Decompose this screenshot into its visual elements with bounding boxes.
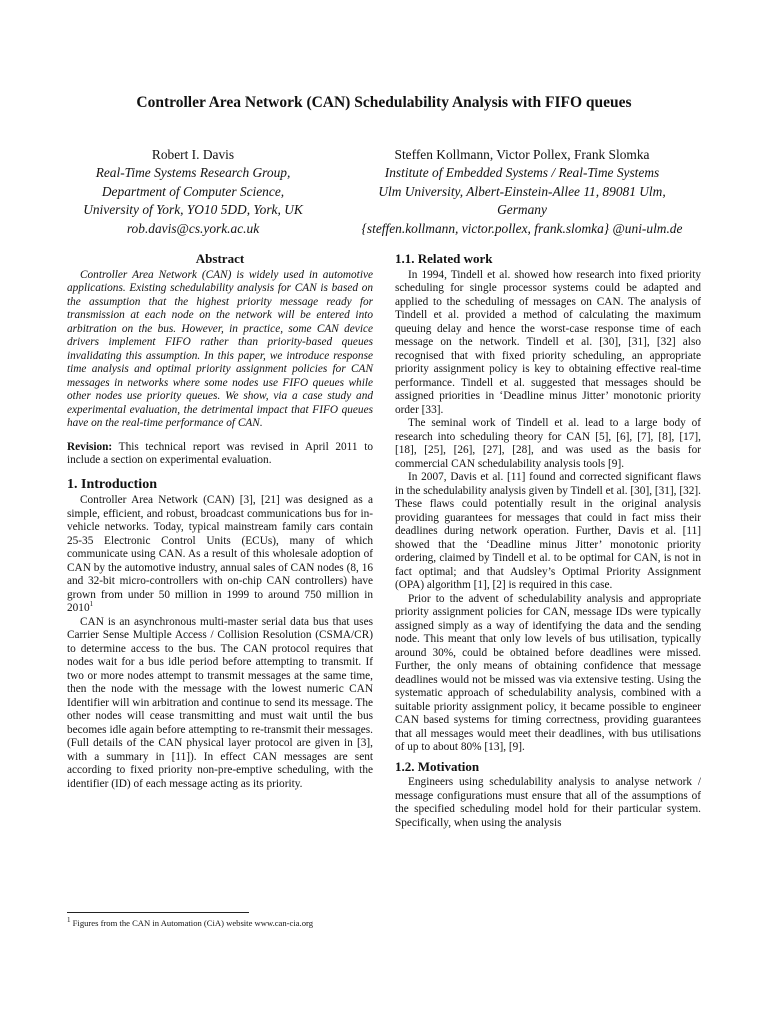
author-block-ulm xyxy=(334,146,710,238)
revision-label: Revision: xyxy=(67,440,113,453)
revision-note xyxy=(67,441,373,468)
section-heading-introduction: 1. Introduction xyxy=(67,476,157,492)
paper-title: Controller Area Network (CAN) Schedulability Analysis with FIFO queues xyxy=(136,94,632,111)
author-email: {steffen.kollmann, victor.pollex, frank.slomka} @uni-ulm.de xyxy=(361,220,683,236)
section-heading-related-work: 1.1. Related work xyxy=(395,251,493,266)
author-affiliation-line: Institute of Embedded Systems / Real-Time Systems xyxy=(384,165,660,181)
right-column xyxy=(395,252,701,830)
author-affiliation-line: Department of Computer Science, xyxy=(101,183,285,199)
section-heading-motivation: 1.2. Motivation xyxy=(395,758,480,774)
author-name: Steffen Kollmann, Victor Pollex, Frank Slomka xyxy=(394,147,650,162)
revision-text: This technical report was revised in April 2011 to include a section on experimental evaluation. xyxy=(67,440,373,466)
related-work-paragraph: The seminal work of Tindell et al. lead to a large body of research into scheduling theory for CAN [5], [6], [7], [8], [17], [18], [25], [26], [27], [28], and was used as the basis for commercial CAN schedulability analysis tools [9]. xyxy=(395,417,701,470)
author-affiliation-line: Ulm University, Albert-Einstein-Allee 11, 89081 Ulm, xyxy=(378,183,666,199)
related-work-paragraph: Prior to the advent of schedulability analysis and appropriate priority assignment policies for CAN, message IDs were typically assigned simply as a way of identifying the data and the sending node. This meant that only low levels of bus utilisation, typically around 30%, could be obtained before deadlines were missed. Further, the only means of obtaining confidence that message deadlines would not be missed was via extensive testing. Using the systematic approach of schedulability analysis, combined with a suitable priority assignment policy, it became possible to engineer CAN based systems for timing correctness, providing guarantees that all messages would meet their deadlines, with bus utilisations of up to about 80% [13], [9]. xyxy=(395,592,701,753)
footnote-text: Figures from the CAN in Automation (CiA) website www.can-cia.org xyxy=(70,918,313,928)
intro-paragraph-text: Controller Area Network (CAN) [3], [21] was designed as a simple, efficient, and robust, broadcast communications bus for in-vehicle networks. Today, typical mainstream family cars contain 25-35 Electronic Control Units (ECUs), many of which communicate using CAN. As a result of this wholesale adoption of CAN by the automotive industry, annual sales of CAN nodes (8, 16 and 32-bit micro-controllers with on-chip CAN controllers) have grown from under 50 million in 1999 to around 750 million in 2010 xyxy=(67,494,373,614)
abstract-heading: Abstract xyxy=(195,251,245,266)
author-affiliation-line: University of York, YO10 5DD, York, UK xyxy=(83,202,303,218)
author-affiliation-line: Real-Time Systems Research Group, xyxy=(95,165,291,181)
motivation-paragraph: Engineers using schedulability analysis to analyse network / message configurations must ensure that all of the assumptions of the specified scheduling model hold for their particular system. Specifically, when using the analysis xyxy=(395,776,701,829)
footnote-mark: 1 xyxy=(67,916,71,925)
related-work-paragraph: In 1994, Tindell et al. showed how research into fixed priority scheduling for single processor systems could be adapted and applied to the scheduling of messages on CAN. The analysis of Tindell et al. provided a method of calculating the maximum queuing delay and hence the worst-case response time of each message on the network. Tindell et al. [30], [31], [32] also recognised that with fixed priority scheduling, an appropriate priority assignment policy is key to obtaining effective real-time performance. Tindell et al. suggested that messages should be assigned priorities in ‘Deadline minus Jitter’ monotonic priority order [33]. xyxy=(395,268,701,416)
footnote-marker: 1 xyxy=(89,600,94,609)
intro-paragraph: CAN is an asynchronous multi-master serial data bus that uses Carrier Sense Multiple Access / Collision Resolution (CSMA/CR) to determine access to the bus. The CAN protocol requires that nodes wait for a bus idle period before attempting to transmit. If two or more nodes attempt to transmit messages at the same time, then the node with the message with the lowest numeric CAN Identifier will win arbitration and continue to send its message. The other nodes will cease transmitting and must wait until the bus becomes idle again before attempting to re-transmit their messages. (Full details of the CAN physical layer protocol are given in [3], with a summary in [11]). In effect CAN messages are sent according to fixed priority non-pre-emptive scheduling, with the identifier (ID) of each message acting as its priority. xyxy=(67,615,373,790)
intro-paragraph xyxy=(67,494,373,616)
left-column xyxy=(67,252,373,791)
author-block-davis xyxy=(62,146,324,238)
author-affiliation-line: Germany xyxy=(497,202,547,218)
footnote-divider xyxy=(67,912,249,913)
footnote xyxy=(67,918,367,929)
author-email: rob.davis@cs.york.ac.uk xyxy=(126,220,260,236)
abstract-text: Controller Area Network (CAN) is widely used in automotive applications. Existing schedulability analysis for CAN is based on the assumption that the highest priority message ready for transmission at each node on the network will be entered into arbitration on the bus. However, in practice, some CAN device drivers implement FIFO rather than priority-based queues invalidating this assumption. In this paper, we introduce response time analysis and optimal priority assignment policies for CAN messages in networks where some nodes use FIFO queues while other nodes use priority queues. We show, via a case study and experimental evaluation, the detrimental impact that FIFO queues have on the real-time performance of CAN. xyxy=(67,268,373,429)
author-name: Robert I. Davis xyxy=(151,147,235,162)
related-work-paragraph: In 2007, Davis et al. [11] found and corrected significant flaws in the schedulability analysis given by Tindell et al. [30], [31], [32]. These flaws could potentially result in the original analysis providing guarantees for messages that could in fact miss their deadlines during network operation. Further, Davis et al. [11] showed that the ‘Deadline minus Jitter’ monotonic priority ordering, claimed by Tindell et al. to be optimal for CAN, is not in fact optimal; and that Audsley’s Optimal Priority Assignment (OPA) algorithm [1], [2] is required in this case. xyxy=(395,471,701,591)
